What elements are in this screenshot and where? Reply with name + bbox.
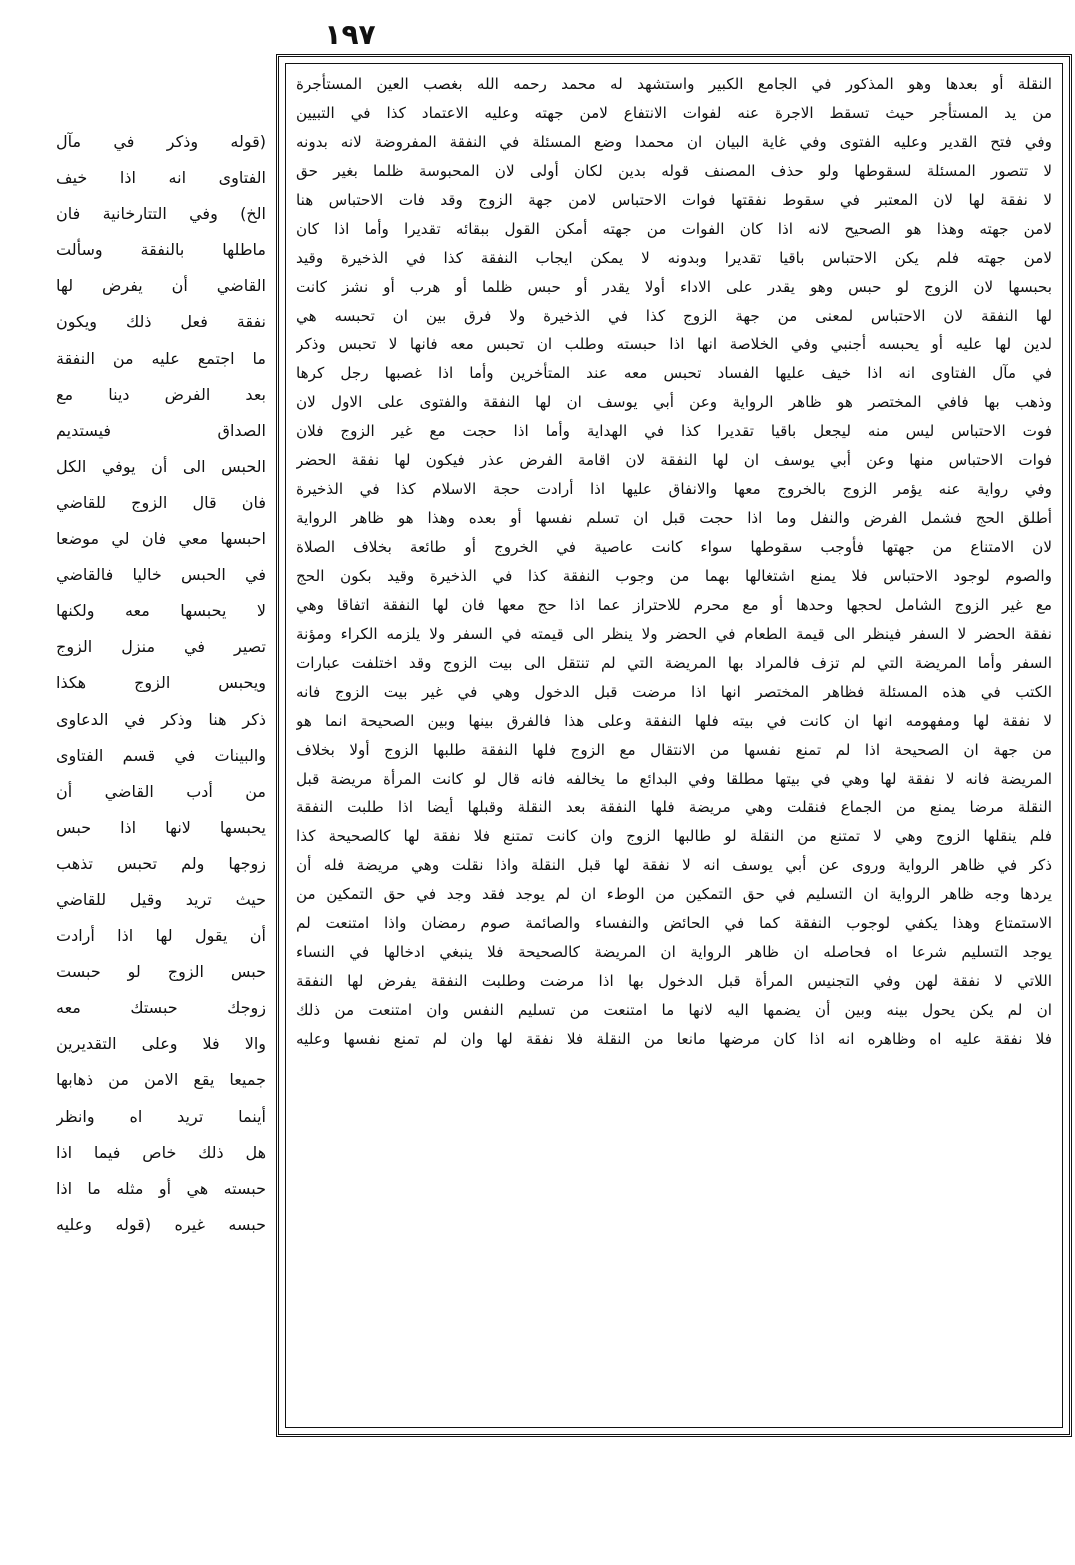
main-text-line: نفقة الحضر لا السفر فينظر الى قيمة الطعام في الحضر ولا ينظر الى قيمته في السفر ولا يلزمه الكراء ومؤنة bbox=[296, 624, 1052, 643]
margin-text-line: الفتاوى انه اذا خيف bbox=[56, 168, 266, 188]
main-text-line: لها النفقة لان الاحتباس لمعنى من جهة الزوج كذا في الذخيرة ولا فرق بين ان تحبسه هي bbox=[296, 306, 1052, 325]
margin-text-line: القاضي أن يفرض لها bbox=[56, 276, 266, 296]
main-text-line: فوت الاحتباس ليس منه ليجعل باقيا تقديرا كذا في الهداية وأما اذا حجت مع غير الزوج فلان bbox=[296, 422, 1052, 441]
main-text-line: فلا نفقة عليه اه وظاهره انه اذا كان مرضها مانعا من النقلة فلا نفقة لها وان لم تمنع نفسها وعليه bbox=[296, 1029, 1052, 1048]
main-text-line: ذكر في ظاهر الرواية وروى عن أبي يوسف انه لا نفقة لها قبل النقلة واذا نقلت وهي مريضة فله أن bbox=[296, 856, 1052, 875]
margin-text-line: والبينات في قسم الفتاوى bbox=[56, 745, 266, 765]
margin-text-line: فان قال الزوج للقاضي bbox=[56, 492, 266, 512]
main-text-line: الكتب في هذه المسئلة فظاهر المختصر انها اذا مرضت قبل الدخول وهي في غير بيت الزوج فانه bbox=[296, 682, 1052, 701]
margin-text-line: أن يقول لها اذا أرادت bbox=[56, 926, 266, 946]
main-text-line: يوجد التسليم شرعا اه فحاصله ان ظاهر الرواية ان المريضة كالصحيحة فلا ينبغي ادخالها في النساء bbox=[296, 943, 1052, 962]
margin-text-line: زوجك حبستك معه bbox=[56, 998, 266, 1018]
main-text-line: فلم ينقلها الزوج وهي لا تمتنع من النقلة لو طالبها الزوج وان كانت تمتنع فلا نفقة لها كالصحيحة كذا bbox=[296, 827, 1052, 846]
margin-text-line: ما اجتمع عليه من النفقة bbox=[56, 348, 266, 368]
main-text-line: يردها وجه ظاهر الرواية ان التسليم في حق التمكين من الوطء ان لم يوجد فقد وجد في حق التمكين من bbox=[296, 885, 1052, 904]
margin-text-line: نفقة فعل ذلك ويكون bbox=[56, 312, 266, 332]
margin-text-line: هل ذلك خاص فيما اذا bbox=[56, 1142, 266, 1162]
main-text-line: الاستمتاع وهذا يكفي لوجوب النفقة كما في الحائض والنفساء والصائمة صوم رمضان واذا امتنعت لم bbox=[296, 914, 1052, 933]
main-text-line: لا تتصور المسئلة لسقوطها ولو حذف المصنف قوله بدين لكان أولى لان المحبوسة ظلما بغير حق bbox=[296, 161, 1052, 180]
main-text-line: وفي رواية عنه يؤمر الزوج بالخروج معها والانفاق عليها اذا أرادت حجة الاسلام كذا في الذخيرة bbox=[296, 480, 1052, 499]
main-text-line: من جهة ان الصحيحة اذا لم تمنع نفسها من الانتقال مع الزوج فلها النفقة طلبها الزوج أولا بخلاف bbox=[296, 740, 1052, 759]
main-text-line: لا نفقة لها ومفهومه انها ان كانت في بيته فلها النفقة وعلى هذا فالفرق بينها وبين الصحيحة انما هو bbox=[296, 711, 1052, 730]
margin-text-line: والا فلا وعلى التقديرين bbox=[56, 1034, 266, 1054]
margin-text-line: لا يحبسها معه ولكنها bbox=[56, 601, 266, 621]
main-text-line: المريضة فانه لا نفقة لها وهي في بيتها مطلقا وفي البدائع ما يخالفه فانه قال لو كانت المرأة مريضة قبل bbox=[296, 769, 1052, 788]
main-text-line: بحبسها لان الزوج لو حبس وهو يقدر على الاداء أولا يقدر أو حبس ظلما أو هرب أو نشز كانت bbox=[296, 277, 1052, 296]
main-text-frame bbox=[276, 54, 1072, 1437]
main-text-line: لا نفقة لها لان المعتبر في سقوط نفقتها فوات الاحتباس لامن جهة الزوج وقد فات الاحتباس هنا bbox=[296, 190, 1052, 209]
margin-text-line: ماطلها بالنفقة وسألت bbox=[56, 240, 266, 260]
main-text-line: لدين لها عليه أو يحبسه أجنبي وفي الخلاصة انها اذا حبسته وطلب ان تحبس معه فانها لا تحبس وذكر bbox=[296, 335, 1052, 354]
margin-text-line: يحبسها لانها اذا حبس bbox=[56, 817, 266, 837]
margin-text-line: حبس الزوج لو حبست bbox=[56, 962, 266, 982]
main-text-line: فوات الاحتباس منها وعن أبي يوسف ان لها النفقة لان اقامة الفرض عذر فيكون لها نفقة الحضر bbox=[296, 451, 1052, 470]
main-text-line: النقلة أو بعدها وهو المذكور في الجامع الكبير واستشهد له محمد رحمه الله بغصب العين المستأجرة bbox=[296, 75, 1052, 93]
main-text-line: السفر وأما المريضة التي لم تزف فالمراد بها المريضة التي لم تنتقل الى بيت الزوج وقد اختلفت عبارات bbox=[296, 653, 1052, 672]
margin-text-line: تصير في منزل الزوج bbox=[56, 637, 266, 657]
margin-text-line: الصداق فيستديم bbox=[56, 420, 266, 440]
margin-text-line: من أدب القاضي أن bbox=[56, 781, 266, 801]
main-text-body bbox=[285, 63, 1063, 1428]
margin-text-line: في الحبس خاليا فالقاضي bbox=[56, 565, 266, 585]
main-text-line: والصوم لوجود الاحتباس فلا يمنع اشتغالها بهما من وجوب النفقة كذا في الذخيرة وقيد بكون الحج bbox=[296, 566, 1052, 585]
main-text-line: لان الامتناع من جهتها فأوجب سقوطها سواء كانت عاصية في الخروج أو طائعة بخلاف الصلاة bbox=[296, 538, 1052, 556]
margin-text-line: جميعا يقع الامن من ذهابها bbox=[56, 1070, 266, 1090]
main-text-line: وفي فتح القدير وعليه الفتوى وفي غاية البيان ان محمدا وضع المسئلة في النفقة المفروضة لانه بدونه bbox=[296, 132, 1052, 151]
margin-text-line: حبسته هي أو مثله ما اذا bbox=[56, 1178, 266, 1198]
margin-text-line: حيث تريد وقيل للقاضي bbox=[56, 889, 266, 909]
margin-text-line: بعد الفرض دينا مع bbox=[56, 384, 266, 404]
page-number: ١٩٧ bbox=[324, 18, 376, 51]
margin-text-line: حبسه غيره (قوله وعليه bbox=[56, 1214, 266, 1234]
main-text-line: اللاتي لا نفقة لهن وفي التجنيس المرأة قبل الدخول بها اذا مرضت وطلبت النفقة يفرض لها النفقة bbox=[296, 972, 1052, 991]
margin-text-line: زوجها ولم تحبس تذهب bbox=[56, 853, 266, 873]
main-text-line: ان لم يكن يحول بينه وبين أن يضمها اليه لانها ما امتنعت من تسليم النفس وان امتنعت من ذلك bbox=[296, 1001, 1052, 1019]
margin-text-line: احبسها معي فان لي موضعا bbox=[56, 529, 266, 549]
margin-text-line: ذكر هنا وذكر في الدعاوى bbox=[56, 709, 266, 729]
main-text-line: من يد المستأجر حيث تسقط الاجرة عنه لفوات الانتفاع لامن جهته وعليه الاعتماد كذا في التبيين bbox=[296, 103, 1052, 122]
margin-text-line: أينما تريد اه وانظر bbox=[56, 1106, 266, 1126]
margin-text-line: (قوله وذكر في مآل bbox=[56, 132, 266, 151]
main-text-line: النقلة مرضا يمنع من الجماع فنقلت وهي مريضة فلها النفقة بعد النقلة وقبلها أيضا اذا طلبت النفقة bbox=[296, 798, 1052, 817]
main-text-line: لامن جهته وهذا هو الصحيح لانه اذا كان الفوات من جهته أمكن القول ببقائه تقديرا وأما اذا كان bbox=[296, 219, 1052, 238]
margin-text-line: ويحبس الزوج هكذا bbox=[56, 673, 266, 693]
marginal-gloss bbox=[56, 124, 266, 1354]
main-text-line: وذهب بها فافي المختصر هو ظاهر الرواية وعن أبي يوسف ان لها النفقة والفتوى على الاول لان bbox=[296, 393, 1052, 412]
margin-text-line: الخ) وفي التتارخانية فان bbox=[56, 204, 266, 224]
main-text-line: أطلق الحج فشمل الفرض والنفل وما اذا حجت قبل ان تسلم نفسها أو بعده وهذا هو ظاهر الرواية bbox=[296, 509, 1052, 528]
main-text-line: مع غير الزوج الشامل لحجها وحدها أو مع محرم للاحتراز عما اذا حج معها فان لها النفقة اتفاقا وهي bbox=[296, 595, 1052, 614]
main-text-line: في مآل الفتاوى انه اذا خيف عليها الفساد تحبس معه عند المتأخرين وأما اذا غصبها رجل كرها bbox=[296, 364, 1052, 383]
main-text-line: لامن جهته فلم يكن الاحتباس باقيا تقديرا وبدونه لا يمكن ايجاب النفقة كذا في الذخيرة وقيد bbox=[296, 248, 1052, 267]
margin-text-line: الحبس الى أن يوفي الكل bbox=[56, 456, 266, 476]
